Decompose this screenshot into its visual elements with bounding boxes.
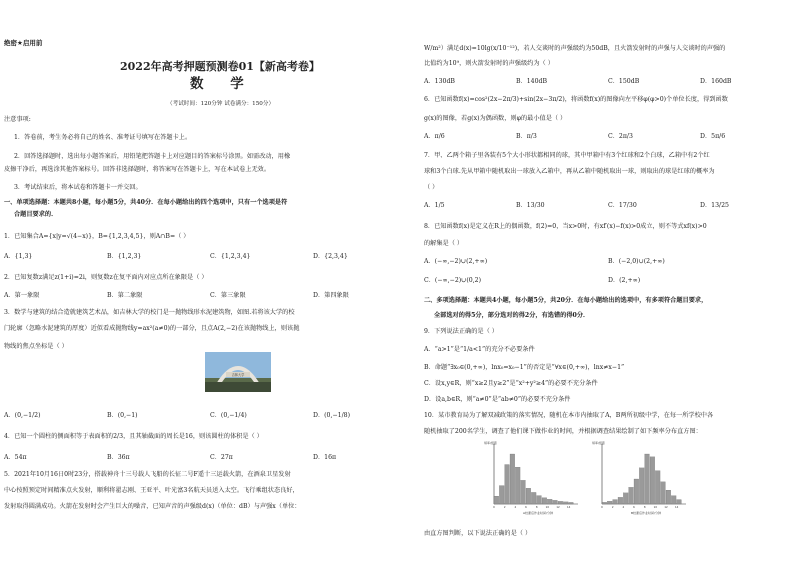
- x-axis-label: B校课后作业时间/分钟: [630, 511, 662, 515]
- notice-item-1: 1．答卷前，考生务必将自己的姓名、准考证号填写在答题卡上。: [14, 134, 192, 141]
- x-tick-label: 2: [611, 506, 614, 509]
- exam-info: （考试时间：120分钟 试卷满分：150分）: [167, 101, 275, 107]
- q9-option-b: B．命题“∃x₀∈(0,+∞)，lnx₀=x₀−1”的否定是“∀x∈(0,+∞)，lnx≠x−1”: [424, 364, 625, 371]
- histogram-school-b: [590, 438, 692, 520]
- q10-line-2: 随机抽取了200名学生，调查了他们课下做作业的时间，并根据调查结果绘制了如下频率分布直方图：: [424, 428, 702, 435]
- q10-tail: 由直方图判断，以下说法正确的是（ ）: [424, 530, 532, 537]
- q5-option-d: D．160dB: [700, 78, 732, 85]
- histogram-bar: [661, 482, 666, 504]
- x-tick-label: 12: [664, 506, 668, 509]
- x-tick-label: 8: [643, 506, 646, 509]
- x-axis-label: A校课后作业时间/分钟: [522, 511, 554, 515]
- notice-item-3: 3．考试结束后，将本试卷和答题卡一并交回。: [14, 184, 142, 191]
- q6-option-c: C．2π/3: [608, 133, 633, 140]
- histogram-bar: [542, 498, 547, 504]
- histogram-bar: [537, 496, 542, 504]
- x-tick-label: 14: [675, 506, 679, 509]
- q7-line-2: 球和3个白球.先从甲箱中随机取出一球放入乙箱中，再从乙箱中随机取出一球，则取出的球是红球的概率为: [424, 168, 715, 175]
- histogram-bar: [602, 502, 607, 504]
- q7-option-c: C．17/30: [608, 202, 637, 209]
- x-tick-label: 0: [493, 506, 495, 509]
- q8-line-1: 8．已知函数f(x)是定义在R上的偶函数，f(2)=0，当x>0时，有xf′(x)−f(x)>0成立，则不等式xf(x)>0: [424, 223, 707, 230]
- q2-option-c: C．第三象限: [210, 292, 246, 299]
- q9-stem: 9．下列说法正确的是（ ）: [424, 328, 498, 335]
- x-tick-label: 8: [535, 506, 538, 509]
- q2-stem: 2．已知复数z满足z(1+i)=2i，则复数z在复平面内对应点所在象限是（ ）: [4, 274, 208, 281]
- notice-item-2-cont: 皮擦干净后，再选涂其他答案标号。回答非选择题时，将答案写在答题卡上，写在本试卷上无效。: [4, 166, 271, 173]
- section2-heading: 二、多项选择题：本题共4小题，每小题5分，共20分．在每小题给出的选项中，有多项符合题目要求，: [424, 297, 708, 304]
- y-axis-label: 频率/组距: [484, 441, 498, 445]
- q1-stem: 1．已知集合A={x|y=√(4−x)}，B={1,2,3,4,5}，则A∩B=（ ）: [4, 233, 190, 240]
- q2-option-d: D．第四象限: [313, 292, 349, 299]
- histogram-bar: [634, 479, 639, 504]
- q8-option-c: C．(−∞,−2)∪(0,2): [424, 277, 482, 284]
- histogram-bar: [671, 496, 676, 504]
- histogram-bar: [629, 487, 634, 504]
- histogram-bar: [645, 454, 650, 504]
- q6-option-a: A．π/6: [424, 133, 445, 140]
- q6-line-1: 6．已知函数f(x)=cos²(2x−2π/3)+sin(2x−3π/2)，将函数f(x)的图像向左平移φ(φ>0)个单位长度，得到函数: [424, 96, 728, 103]
- q9-option-c: C．设x,y∈R，则“x≥2且y≥2”是“x²+y²≥4”的必要不充分条件: [424, 380, 598, 387]
- q4-option-d: D．16π: [313, 454, 337, 461]
- q2-option-b: B．第二象限: [107, 292, 143, 299]
- histogram-bar: [531, 492, 536, 504]
- q5-option-c: C．150dB: [608, 78, 640, 85]
- x-tick-label: 6: [525, 506, 527, 509]
- q3-line-1: 3．数学与建筑的结合造就建筑艺术品，如吉林大学的校门是一抛物线形水泥建筑物，如图.若将该大学的校: [4, 309, 295, 316]
- q3-option-c: C．(0,−1/4): [210, 412, 247, 419]
- histogram-bar: [563, 502, 568, 504]
- q2-option-a: A．第一象限: [4, 292, 40, 299]
- q9-option-d: D．设a,b∈R，则“a≠0”是“ab≠0”的必要不充分条件: [424, 396, 571, 403]
- histogram-bar: [553, 500, 558, 504]
- x-tick-label: 14: [567, 506, 571, 509]
- q3-line-3: 物线的焦点坐标是（ ）: [4, 343, 68, 350]
- x-tick-label: 4: [622, 506, 625, 509]
- x-tick-label: 4: [514, 506, 517, 509]
- x-tick-label: 2: [503, 506, 506, 509]
- histogram-bar: [505, 465, 510, 504]
- x-tick-label: 0: [601, 506, 603, 509]
- histogram-bar: [499, 486, 504, 504]
- q5-line-1: 5．2021年10月16日0时23分，搭载神舟十三号载人飞船的长征二号F遥十三运载火箭，在酒泉卫星发射: [4, 471, 291, 478]
- q7-option-a: A．1/5: [424, 202, 445, 209]
- histogram-bar: [618, 497, 623, 504]
- q9-option-a: A．“a>1”是“1/a<1”的充分不必要条件: [424, 346, 535, 353]
- x-tick-label: 6: [633, 506, 635, 509]
- histogram-bar: [521, 480, 526, 504]
- histogram-bar: [666, 490, 671, 504]
- q6-line-2: g(x)的图像，若g(x)为偶函数，则φ的最小值是（ ）: [424, 115, 567, 122]
- q7-line-1: 7．甲、乙两个箱子里各装有5个大小形状都相同的球，其中甲箱中有3个红球和2个白球，乙箱中有2个红: [424, 152, 710, 159]
- q8-option-a: A．(−∞,−2)∪(2,+∞): [424, 258, 488, 265]
- histogram-bar: [650, 457, 655, 504]
- section1-heading-cont: 合题目要求的．: [14, 211, 58, 218]
- q4-option-b: B．36π: [107, 454, 130, 461]
- histogram-bar: [623, 493, 628, 504]
- histogram-bar: [494, 496, 499, 504]
- gate-sign-text: 吉林大学: [231, 373, 245, 377]
- q10-line-1: 10．某市教育局为了解双减政策的落实情况，随机在本市内抽取了A，B两所初级中学，在每一所学校中各: [424, 412, 714, 419]
- q3-option-b: B．(0,−1): [107, 412, 138, 419]
- q1-option-b: B．{1,2,3}: [107, 253, 142, 260]
- subject-title: 数 学: [190, 76, 255, 92]
- q3-line-2: 门轮廓（忽略水泥建筑的厚度）近似看成抛物线y=ax²(a≠0)的一部分，且点A(2,−2)在该抛物线上，则该抛: [4, 325, 300, 332]
- histogram-school-a: [482, 438, 584, 520]
- exam-title: 2022年高考押题预测卷01【新高考卷】: [120, 60, 320, 73]
- histogram-bar: [655, 471, 660, 504]
- histogram-bar: [569, 502, 574, 504]
- histogram-bar: [677, 500, 682, 504]
- q3-option-d: D．(0,−1/8): [313, 412, 351, 419]
- q7-option-b: B．13/30: [516, 202, 545, 209]
- q4-option-a: A．54π: [4, 454, 27, 461]
- q6-option-b: B．π/3: [516, 133, 537, 140]
- q8-option-b: B．(−2,0)∪(2,+∞): [608, 258, 665, 265]
- q1-option-a: A．{1,3}: [4, 253, 33, 260]
- secret-mark: 绝密★启用前: [4, 39, 43, 47]
- histogram-bar: [526, 488, 531, 504]
- q3-option-a: A．(0,−1/2): [4, 412, 41, 419]
- y-axis-label: 频率/组距: [592, 441, 606, 445]
- q5-option-b: B．140dB: [516, 78, 548, 85]
- q7-option-d: D．13/25: [700, 202, 729, 209]
- q4-option-c: C．27π: [210, 454, 233, 461]
- q4-stem: 4．已知一个圆柱的侧面积等于表面积的2/3，且其轴截面的周长是16，则该圆柱的体积是（ ）: [4, 433, 263, 440]
- x-tick-label: 12: [556, 506, 560, 509]
- q1-option-c: C．{1,2,3,4}: [210, 253, 251, 260]
- q5-option-a: A．130dB: [424, 78, 455, 85]
- section1-heading: 一、单项选择题：本题共8小题，每小题5分，共40分．在每小题给出的四个选项中，只有一个选项是符: [4, 199, 288, 206]
- histogram-bar: [510, 454, 515, 504]
- q5-line-3: 发射取得圆满成功。火箭在发射时会产生巨大的噪音，已知声音的声强级d(x)（单位：dB）与声强x（单位：: [4, 503, 301, 510]
- x-tick-label: 10: [545, 506, 549, 509]
- histogram-bar: [607, 501, 612, 504]
- q7-line-3: （ ）: [424, 184, 439, 191]
- notice-heading: 注意事项:: [4, 116, 31, 123]
- university-gate-photo: [205, 352, 271, 392]
- histogram-bar: [558, 501, 563, 504]
- x-tick-label: 10: [653, 506, 657, 509]
- histogram-bar: [515, 467, 520, 504]
- q5-cont-line-1: W/m²）满足d(x)=10lg(x/10⁻¹²)，若人交谈时的声强级约为50dB，且火箭发射时的声强与人交谈时的声强的: [424, 45, 726, 52]
- q1-option-d: D．{2,3,4}: [313, 253, 348, 260]
- q5-line-2: 中心按照预定时间精准点火发射，顺利将翟志刚、王亚平、叶光富3名航天员送入太空。飞行乘组状态良好，: [4, 487, 299, 494]
- section2-heading-cont: 全部选对的得5分，部分选对的得2分，有选错的得0分．: [434, 312, 590, 319]
- histogram-bar: [639, 468, 644, 504]
- histogram-bar: [613, 500, 618, 504]
- q5-cont-line-2: 比值约为10⁹，则火箭发射时的声强级约为（ ）: [424, 60, 554, 67]
- histogram-bar: [547, 499, 552, 504]
- q8-line-2: 的解集是（ ）: [424, 240, 464, 247]
- notice-item-2: 2．回答选择题时，选出每小题答案后，用铅笔把答题卡上对应题目的答案标号涂黑。如需改动，用橡: [14, 153, 291, 160]
- q8-option-d: D．(2,+∞): [608, 277, 641, 284]
- q6-option-d: D．5π/6: [700, 133, 726, 140]
